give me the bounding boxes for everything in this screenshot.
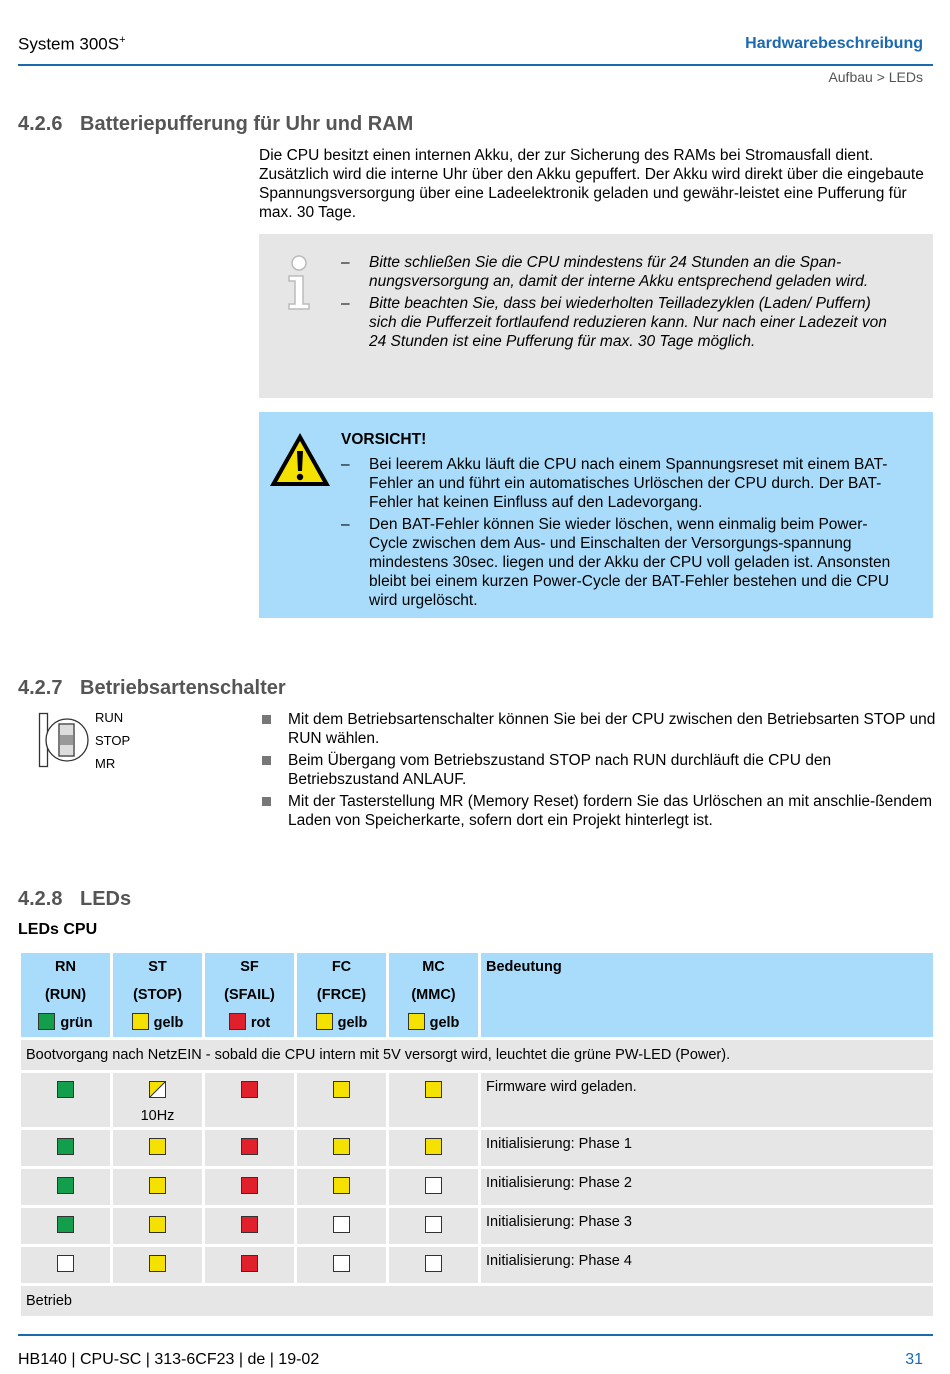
led-mc-off [425,1177,442,1194]
led-rn-green [57,1216,74,1233]
col-header-rn: RN (RUN) grün [21,953,110,1037]
led-fc-yellow [333,1081,350,1098]
note-item: – Bitte schließen Sie die CPU mindestens für 24 Stunden an die Span-nungsversorgung an, damit der interne Akku entsprechend geladen wird. [341,254,869,290]
boot-row-text: Bootvorgang nach NetzEIN - sobald die CPU intern mit 5V versorgt wird, leuchtet die grüne PW-LED (Power). [21,1040,933,1070]
header-rule [18,64,933,66]
warning-triangle-icon [268,431,332,489]
section-heading-4-2-8: 4.2.8 LEDs [18,888,132,910]
led-st-yellow [149,1177,166,1194]
section-heading-4-2-6: 4.2.6 Batteriepufferung für Uhr und RAM [18,113,414,135]
col-header-sf: SF (SFAIL) rot [205,953,294,1037]
led-sf-red [241,1216,258,1233]
warning-list [341,455,901,613]
led-fc-yellow [333,1177,350,1194]
table-row-operation [21,1286,933,1316]
warning-box [259,412,933,618]
led-mc-yellow [425,1138,442,1155]
blink-frequency: 10Hz [140,1108,175,1124]
section-heading-4-2-7: 4.2.7 Betriebsartenschalter [18,677,286,699]
led-st-yellow [149,1138,166,1155]
led-mc-yellow [425,1081,442,1098]
note-list [341,253,901,354]
row-meaning: Initialisierung: Phase 3 [481,1208,933,1244]
header-section-title: Hardwarebeschreibung [745,35,923,52]
operation-row-text: Betrieb [21,1286,933,1316]
led-rn-green [57,1138,74,1155]
switch-label-mr: MR [95,756,116,771]
footer-rule [18,1334,933,1336]
row-meaning: Initialisierung: Phase 4 [481,1247,933,1283]
led-rn-green [57,1081,74,1098]
led-mc-off [425,1255,442,1272]
col-header-fc: FC (FRCE) gelb [297,953,386,1037]
warning-title: VORSICHT! [341,431,427,448]
switch-bullet-list [259,710,939,833]
header-product: System 300S+ [18,34,126,54]
bullet-item: Beim Übergang vom Betriebszustand STOP nach RUN durchläuft die CPU den Betriebszustand ANLAUF. [259,751,939,789]
warning-item: – Bei leerem Akku läuft die CPU nach einem Spannungsreset mit einem BAT-Fehler an und führt ein automatisches Urlöschen der CPU durch. Der BAT-Fehler hat keinen Einfluss auf den Ladevorgang. [341,456,888,511]
led-rn-off [57,1255,74,1272]
led-table [18,950,936,1319]
led-table-header [21,953,933,1037]
table-row [21,1073,933,1127]
col-header-st: ST (STOP) gelb [113,953,202,1037]
table-row [21,1169,933,1205]
table-row [21,1208,933,1244]
led-rn-green [57,1177,74,1194]
led-fc-off [333,1216,350,1233]
row-meaning: Firmware wird geladen. [481,1073,933,1127]
led-sf-red [241,1081,258,1098]
bullet-item: Mit dem Betriebsartenschalter können Sie bei der CPU zwischen den Betriebsarten STOP und RUN wählen. [259,710,939,748]
bullet-item: Mit der Tasterstellung MR (Memory Reset) fordern Sie das Urlöschen an mit anschlie-ßendem Laden von Speicherkarte, sofern dort ein Projekt hinterlegt ist. [259,792,939,830]
info-icon [281,254,317,312]
led-sf-red [241,1138,258,1155]
table-row-boot [21,1040,933,1070]
footer-document-id: HB140 | CPU-SC | 313-6CF23 | de | 19-02 [18,1351,320,1368]
section-body-text: Die CPU besitzt einen internen Akku, der zur Sicherung des RAMs bei Stromausfall dient. Zusätzlich wird die interne Uhr über den Akku gepuffert. Der Akku wird direkt über die eingebaute Spannungsversorgung über eine Ladeelektronik geladen und gewähr-leistet eine Pufferung für max. 30 Tage. [259,147,924,221]
breadcrumb: Aufbau > LEDs [828,69,923,85]
led-mc-off [425,1216,442,1233]
switch-label-run: RUN [95,710,124,725]
led-sf-red [241,1255,258,1272]
led-st-blinking [149,1081,166,1098]
led-st-yellow [149,1216,166,1233]
table-row [21,1247,933,1283]
col-header-mc: MC (MMC) gelb [389,953,478,1037]
led-table-subtitle: LEDs CPU [18,921,98,938]
note-item: – Bitte beachten Sie, dass bei wiederholten Teilladezyklen (Laden/ Puffern) sich die Pufferzeit fortlaufend reduzieren kann. Nur nach einer Ladezeit von 24 Stunden ist eine Pufferung für max. 30 Tage möglich. [341,295,887,350]
row-meaning: Initialisierung: Phase 1 [481,1130,933,1166]
led-st-yellow [149,1255,166,1272]
note-box [259,234,933,398]
page-number: 31 [905,1351,923,1368]
led-sf-red [241,1177,258,1194]
row-meaning: Initialisierung: Phase 2 [481,1169,933,1205]
led-fc-yellow [333,1138,350,1155]
mode-switch-icon [38,712,90,770]
col-header-meaning: Bedeutung [481,953,933,1037]
warning-item: – Den BAT-Fehler können Sie wieder löschen, wenn einmalig beim Power-Cycle zwischen dem Aus- und Einschalten der Versorgungs-spannung mindestens 30sec. liegen und der Akku der CPU voll geladen ist. Ansonsten bleibt bei einem kurzen Power-Cycle der BAT-Fehler bestehen und die CPU wird urgelöscht. [341,516,891,609]
table-row [21,1130,933,1166]
switch-label-stop: STOP [95,733,131,748]
led-fc-off [333,1255,350,1272]
